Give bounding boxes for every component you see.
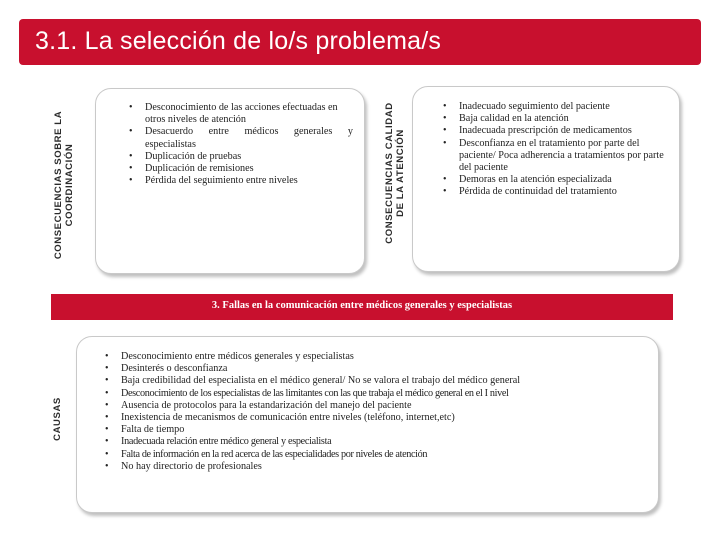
bullet-icon: • [129,175,133,187]
bullet-icon: • [105,399,109,411]
coordination-label [53,110,77,260]
bullet-icon: • [129,150,133,162]
bullet-icon: • [443,174,447,186]
bullet-icon: • [105,375,109,387]
bullet-icon: • [443,113,447,125]
list-item: • Baja credibilidad del especialista en el médico general/ No se valora el trabajo del médico general [105,375,521,387]
list-item: • Desconocimiento entre médicos generales y especialistas [105,351,354,362]
problem-banner [51,294,673,320]
bullet-icon: • [105,436,109,448]
bullet-icon: • [105,412,109,424]
list-item: • Inadecuado seguimiento del paciente [443,101,610,112]
bullet-icon: • [105,351,109,362]
list-item: • Duplicación de pruebas [129,150,242,162]
quality-label-line2: DE LA ATENCIÓN [395,129,406,217]
list-item: • Demoras en la atención especializada [443,174,612,186]
title-bar [19,19,701,65]
quality-label [384,98,408,248]
bullet-icon: • [443,137,447,149]
list-item: • No hay directorio de profesionales [105,460,262,472]
list-item: • Desconfianza en el tratamiento por parte del paciente/ Poca adherencia a tratamientos por parte del paciente [443,137,664,174]
quality-box [412,86,680,272]
causes-list [105,351,641,473]
coordination-label-line2: COORDINACIÓN [64,143,75,227]
bullet-icon: • [105,460,109,472]
problem-banner-text: 3. Fallas en la comunicación entre médicos generales y especialistas [211,300,513,311]
bullet-icon: • [129,163,133,175]
list-item: • Pérdida de continuidad del tratamiento [443,186,617,198]
quality-label-line1: CONSECUENCIAS CALIDAD [384,102,395,244]
coordination-box [95,88,365,274]
list-item: • Falta de información en la red acerca de las especialidades por niveles de atención [105,448,428,460]
list-item: • Ausencia de protocolos para la estandarización del manejo del paciente [105,399,412,411]
list-item: • Desconocimiento de las acciones efectuadas en otros niveles de atención [129,102,338,126]
list-item: • Inadecuada prescripción de medicamentos [443,125,632,137]
list-item: • Falta de tiempo [105,424,185,436]
bullet-icon: • [129,102,133,113]
list-item: • Desconocimiento de los especialistas de las limitantes con las que trabaja el médico general en el I nivel [105,387,509,399]
list-item: • Inexistencia de mecanismos de comunicación entre niveles (teléfono, internet,etc) [105,412,455,424]
coordination-list [129,102,353,187]
bullet-icon: • [443,186,447,198]
bullet-icon: • [105,424,109,436]
causes-box [76,336,659,513]
bullet-icon: • [443,101,447,112]
quality-list [443,101,671,199]
causes-label: CAUSAS [52,397,63,441]
bullet-icon: • [105,448,109,460]
page-title: 3.1. La selección de lo/s problema/s [35,27,442,55]
bullet-icon: • [105,387,109,399]
list-item: • Duplicación de remisiones [129,163,254,175]
list-item: • Desinterés o desconfianza [105,363,228,375]
bullet-icon: • [105,363,109,375]
list-item: • Desacuerdo entre médicos generales y especialistas [129,126,353,150]
list-item: • Inadecuada relación entre médico general y especialista [105,436,332,448]
bullet-icon: • [129,126,133,138]
coordination-label-line1: CONSECUENCIAS SOBRE LA [53,110,64,260]
list-item: • Baja calidad en la atención [443,113,569,125]
bullet-icon: • [443,125,447,137]
list-item: • Pérdida del seguimiento entre niveles [129,175,298,187]
